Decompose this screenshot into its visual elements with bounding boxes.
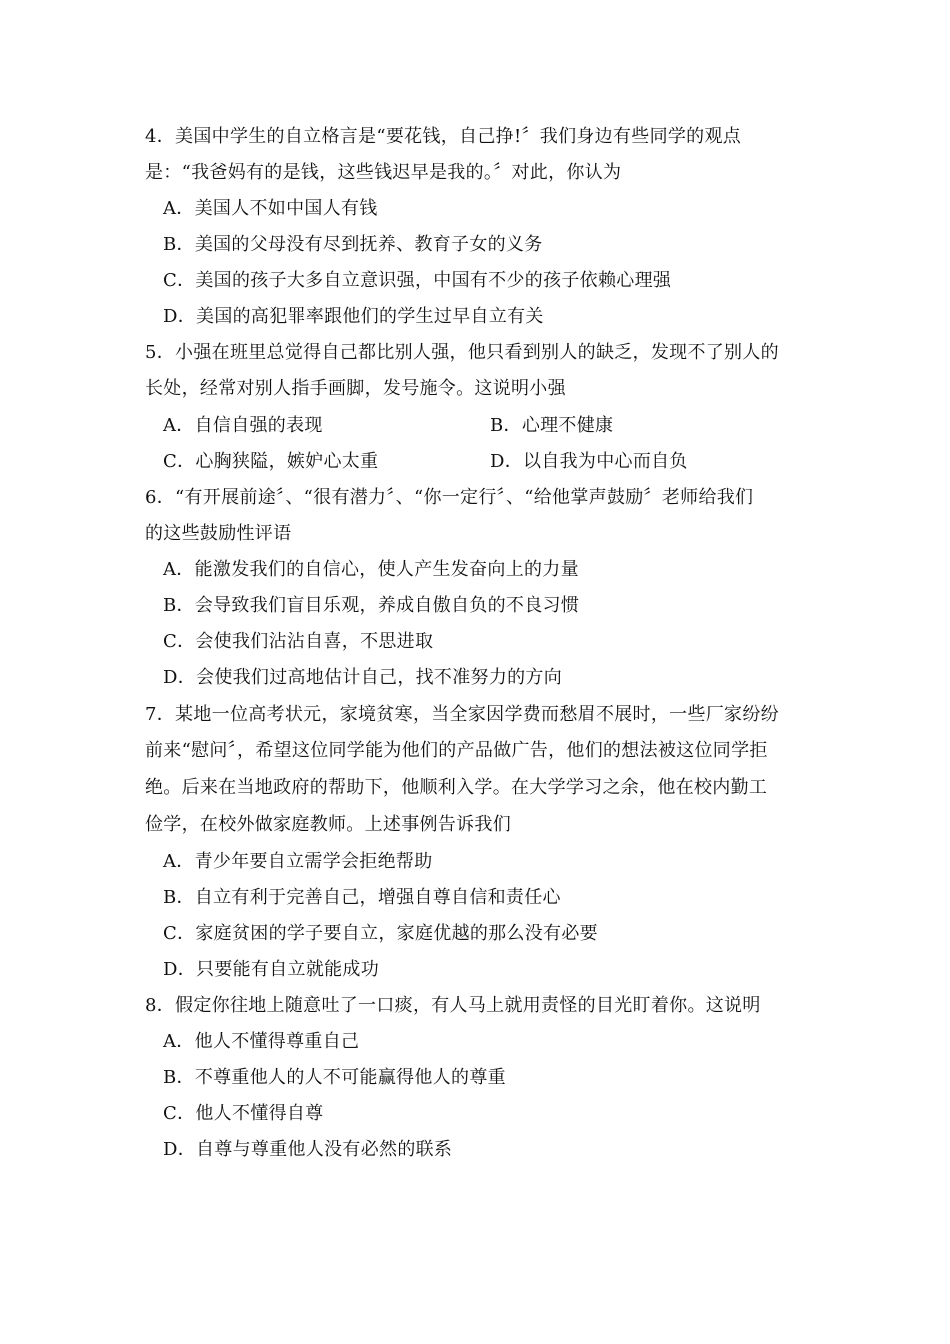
question-8-option-a: A．他人不懂得尊重自己 bbox=[163, 1031, 360, 1052]
question-6-option-b: B．会导致我们盲目乐观，养成自傲自负的不良习惯 bbox=[163, 595, 580, 616]
question-5-option-a: A．自信自强的表现 bbox=[163, 415, 323, 436]
question-7-stem-line-4: 俭学，在校外做家庭教师。上述事例告诉我们 bbox=[145, 814, 511, 835]
question-7-option-a: A．青少年要自立需学会拒绝帮助 bbox=[163, 851, 433, 872]
question-4-option-a: A．美国人不如中国人有钱 bbox=[163, 198, 378, 219]
question-8-option-b: B．不尊重他人的人不可能赢得他人的尊重 bbox=[163, 1067, 506, 1088]
question-7-option-d: D．只要能有自立就能成功 bbox=[163, 959, 380, 980]
question-5-stem-line-1: 5．小强在班里总觉得自己都比别人强，他只看到别人的缺乏，发现不了别人的 bbox=[145, 342, 779, 363]
question-6-stem-line-1: 6．“有开展前途〞、“很有潜力〞、“你一定行〞、“给他掌声鼓励〞老师给我们 bbox=[145, 487, 754, 508]
question-5-option-b: B．心理不健康 bbox=[490, 415, 614, 436]
question-6-stem-line-2: 的这些鼓励性评语 bbox=[145, 523, 292, 544]
question-7-option-b: B．自立有利于完善自己，增强自尊自信和责任心 bbox=[163, 887, 561, 908]
question-7-stem-line-1: 7．某地一位高考状元，家境贫寒，当全家因学费而愁眉不展时，一些厂家纷纷 bbox=[145, 704, 779, 725]
question-6-option-d: D．会使我们过高地估计自己，找不准努力的方向 bbox=[163, 667, 563, 688]
question-4-option-b: B．美国的父母没有尽到抚养、教育子女的义务 bbox=[163, 234, 543, 255]
question-5-stem-line-2: 长处，经常对别人指手画脚，发号施令。这说明小强 bbox=[145, 378, 566, 399]
question-8-option-c: C．他人不懂得自尊 bbox=[163, 1103, 324, 1124]
question-5-option-d: D．以自我为中心而自负 bbox=[490, 451, 688, 472]
question-4-option-d: D．美国的高犯罪率跟他们的学生过早自立有关 bbox=[163, 306, 544, 327]
question-6-option-c: C．会使我们沾沾自喜，不思进取 bbox=[163, 631, 434, 652]
question-5-option-c: C．心胸狭隘，嫉妒心太重 bbox=[163, 451, 379, 472]
question-8-stem-line-1: 8．假定你往地上随意吐了一口痰，有人马上就用责怪的目光盯着你。这说明 bbox=[145, 995, 761, 1016]
question-4-stem-line-2: 是：“我爸妈有的是钱，这些钱迟早是我的。〞对此，你认为 bbox=[145, 162, 622, 183]
question-6-option-a: A．能激发我们的自信心，使人产生发奋向上的力量 bbox=[163, 559, 579, 580]
question-4-option-c: C．美国的孩子大多自立意识强，中国有不少的孩子依赖心理强 bbox=[163, 270, 672, 291]
question-7-option-c: C．家庭贫困的学子要自立，家庭优越的那么没有必要 bbox=[163, 923, 598, 944]
question-7-stem-line-3: 绝。后来在当地政府的帮助下，他顺利入学。在大学学习之余，他在校内勤工 bbox=[145, 777, 768, 798]
question-7-stem-line-2: 前来“慰问〞，希望这位同学能为他们的产品做广告，他们的想法被这位同学拒 bbox=[145, 740, 768, 761]
question-4-stem-line-1: 4．美国中学生的自立格言是“要花钱，自己挣!〞我们身边有些同学的观点 bbox=[145, 126, 742, 147]
question-8-option-d: D．自尊与尊重他人没有必然的联系 bbox=[163, 1139, 453, 1160]
